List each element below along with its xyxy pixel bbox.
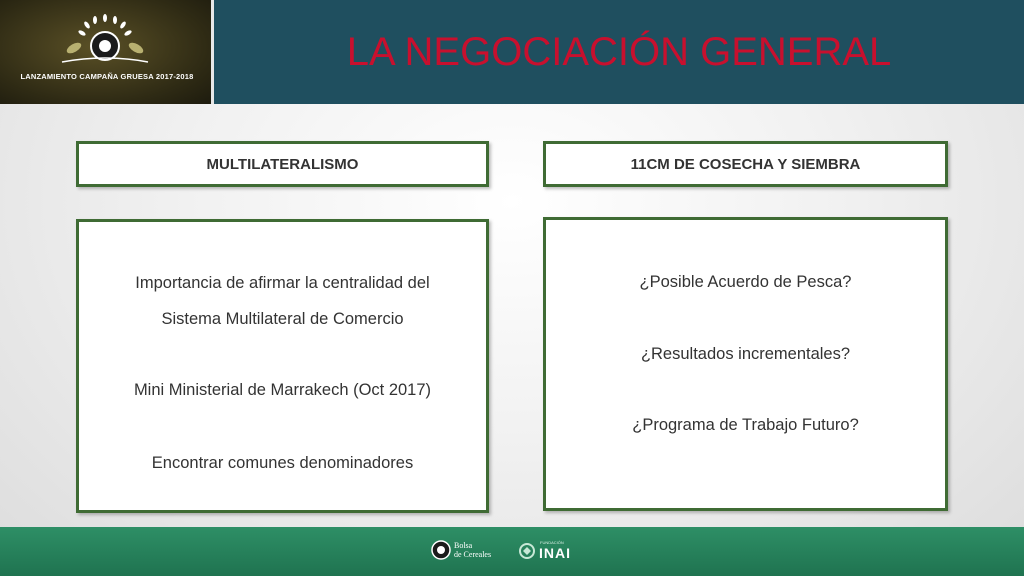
list-item: Encontrar comunes denominadores bbox=[151, 454, 414, 472]
list-item: Sistema Multilateral de Comercio bbox=[161, 310, 404, 328]
bolsa-cereales-logo-icon bbox=[431, 540, 451, 560]
inai-logo-icon bbox=[518, 542, 536, 560]
logo-caption: LANZAMIENTO CAMPAÑA GRUESA 2017-2018 bbox=[20, 72, 194, 81]
inai-top-label: FUNDACIÓN bbox=[540, 540, 564, 545]
footer-bar bbox=[0, 527, 1024, 576]
bolsa-line1: Bolsa bbox=[454, 541, 473, 550]
right-heading-box bbox=[543, 141, 948, 187]
bolsa-cereales-logo bbox=[431, 540, 491, 560]
right-content-box bbox=[543, 217, 948, 511]
campaign-logo-icon bbox=[60, 14, 150, 70]
bolsa-line2: de Cereales bbox=[454, 550, 492, 559]
list-item: ¿Resultados incrementales? bbox=[640, 345, 851, 363]
left-content-box bbox=[76, 219, 489, 513]
list-item: Importancia de afirmar la centralidad del bbox=[135, 274, 430, 292]
left-heading-box bbox=[76, 141, 489, 187]
left-heading: MULTILATERALISMO bbox=[206, 155, 359, 173]
campaign-logo-panel bbox=[0, 0, 214, 104]
right-heading: 11CM DE COSECHA Y SIEMBRA bbox=[630, 155, 861, 173]
page-title: LA NEGOCIACIÓN GENERAL bbox=[346, 30, 892, 74]
list-item: ¿Programa de Trabajo Futuro? bbox=[632, 416, 859, 434]
inai-logo bbox=[518, 540, 571, 561]
inai-label: INAI bbox=[539, 545, 571, 561]
list-item: ¿Posible Acuerdo de Pesca? bbox=[639, 273, 852, 291]
list-item: Mini Ministerial de Marrakech (Oct 2017) bbox=[133, 381, 432, 399]
